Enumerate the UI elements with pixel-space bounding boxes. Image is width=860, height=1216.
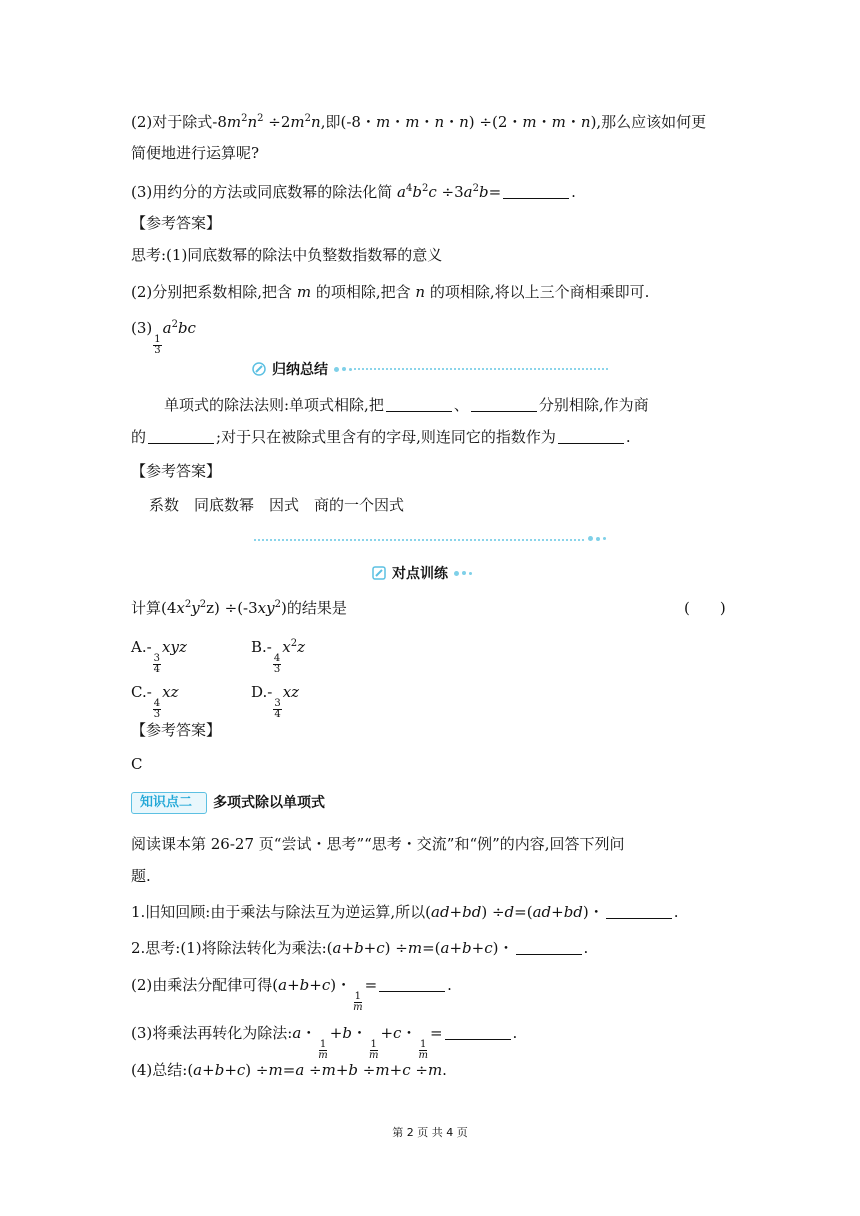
option-a: A.- $\frac{3}{4}$ xyz xyxy=(131,638,187,675)
step-2: 2.思考:(1)将除法转化为乘法:(a+b+c) ÷m=(a+b+c)・ . xyxy=(131,939,589,957)
knowledge-point-title: 多项式除以单项式 xyxy=(213,795,325,811)
summary-divider-top xyxy=(354,368,608,370)
practice-banner xyxy=(372,563,472,583)
edit-icon xyxy=(372,566,386,580)
page-footer: 第 2 页 共 4 页 xyxy=(392,1126,468,1139)
pencil-icon xyxy=(252,362,266,376)
question-3: (3)用约分的方法或同底数幂的除法化简 $a^4b^2c \div 3a^2b=$ . xyxy=(131,183,576,201)
summary-line-2: 的 ;对于只在被除式里含有的字母,则连同它的指数作为 . xyxy=(131,428,631,446)
option-c: C.- $\frac{4}{3}$ xz xyxy=(131,683,179,720)
knowledge-point-tag: 知识点二 xyxy=(131,792,207,814)
decor-dots xyxy=(334,367,352,372)
practice-title: 对点训练 xyxy=(392,566,448,582)
step-5: (4)总结:(a+b+c) ÷m=a ÷m+b ÷m+c ÷m. xyxy=(131,1061,447,1079)
step-3: (2)由乘法分配律可得(a+b+c)・ $\frac{1}{m}$ = . xyxy=(131,976,452,1013)
reference-answer-label: 【参考答案】 xyxy=(131,214,222,232)
summary-divider-bottom xyxy=(254,539,584,541)
summary-line-1: 单项式的除法法则:单项式相除,把 、 分别相除,作为商 xyxy=(164,396,649,414)
answer-paren: ( ) xyxy=(684,599,726,617)
summary-answers: 系数 同底数幂 因式 商的一个因式 xyxy=(149,496,405,514)
option-d: D.- $\frac{3}{4}$ xz xyxy=(251,683,300,720)
summary-banner xyxy=(252,359,352,379)
decor-dots xyxy=(454,571,472,576)
practice-answer: C xyxy=(131,755,143,773)
step-4: (3)将乘法再转化为除法:a・ $\frac{1}{m}$ +b・ $\frac{1}{m}$ +c・ $\frac{1}{m}$ = . xyxy=(131,1024,518,1061)
step-1: 1.旧知回顾:由于乘法与除法互为逆运算,所以(ad+bd) ÷d=(ad+bd)・ . xyxy=(131,903,679,921)
reference-answer-label: 【参考答案】 xyxy=(131,721,222,739)
option-b: B.- $\frac{4}{3}$ $x^2z$ xyxy=(251,638,305,675)
summary-title: 归纳总结 xyxy=(272,362,328,378)
answer-think-3: (3) $\frac{1}{3}$ $a^2bc$ xyxy=(131,319,196,356)
question-2-line-2: 简便地进行运算呢? xyxy=(131,144,260,162)
question-2-line-1: (2)对于除式$-8m^2n^2 \div 2m^2n$,即(-8・m・m・n・n) ÷(2・m・m・n),那么应该如何更 xyxy=(131,113,707,131)
practice-question: 计算$(4x^2y^2z) \div(-3xy^2)$的结果是 xyxy=(131,599,347,617)
reference-answer-label: 【参考答案】 xyxy=(131,462,222,480)
decor-dots xyxy=(588,536,606,541)
answer-blank xyxy=(503,184,569,199)
answer-think-2: (2)分别把系数相除,把含 m 的项相除,把含 n 的项相除,将以上三个商相乘即可. xyxy=(131,283,650,301)
answer-think-1: 思考:(1)同底数幂的除法中负整数指数幂的意义 xyxy=(131,246,443,264)
reading-instruction-cont: 题. xyxy=(131,867,151,885)
reading-instruction: 阅读课本第 26-27 页“尝试・思考”“思考・交流”和“例”的内容,回答下列问 xyxy=(131,835,625,853)
